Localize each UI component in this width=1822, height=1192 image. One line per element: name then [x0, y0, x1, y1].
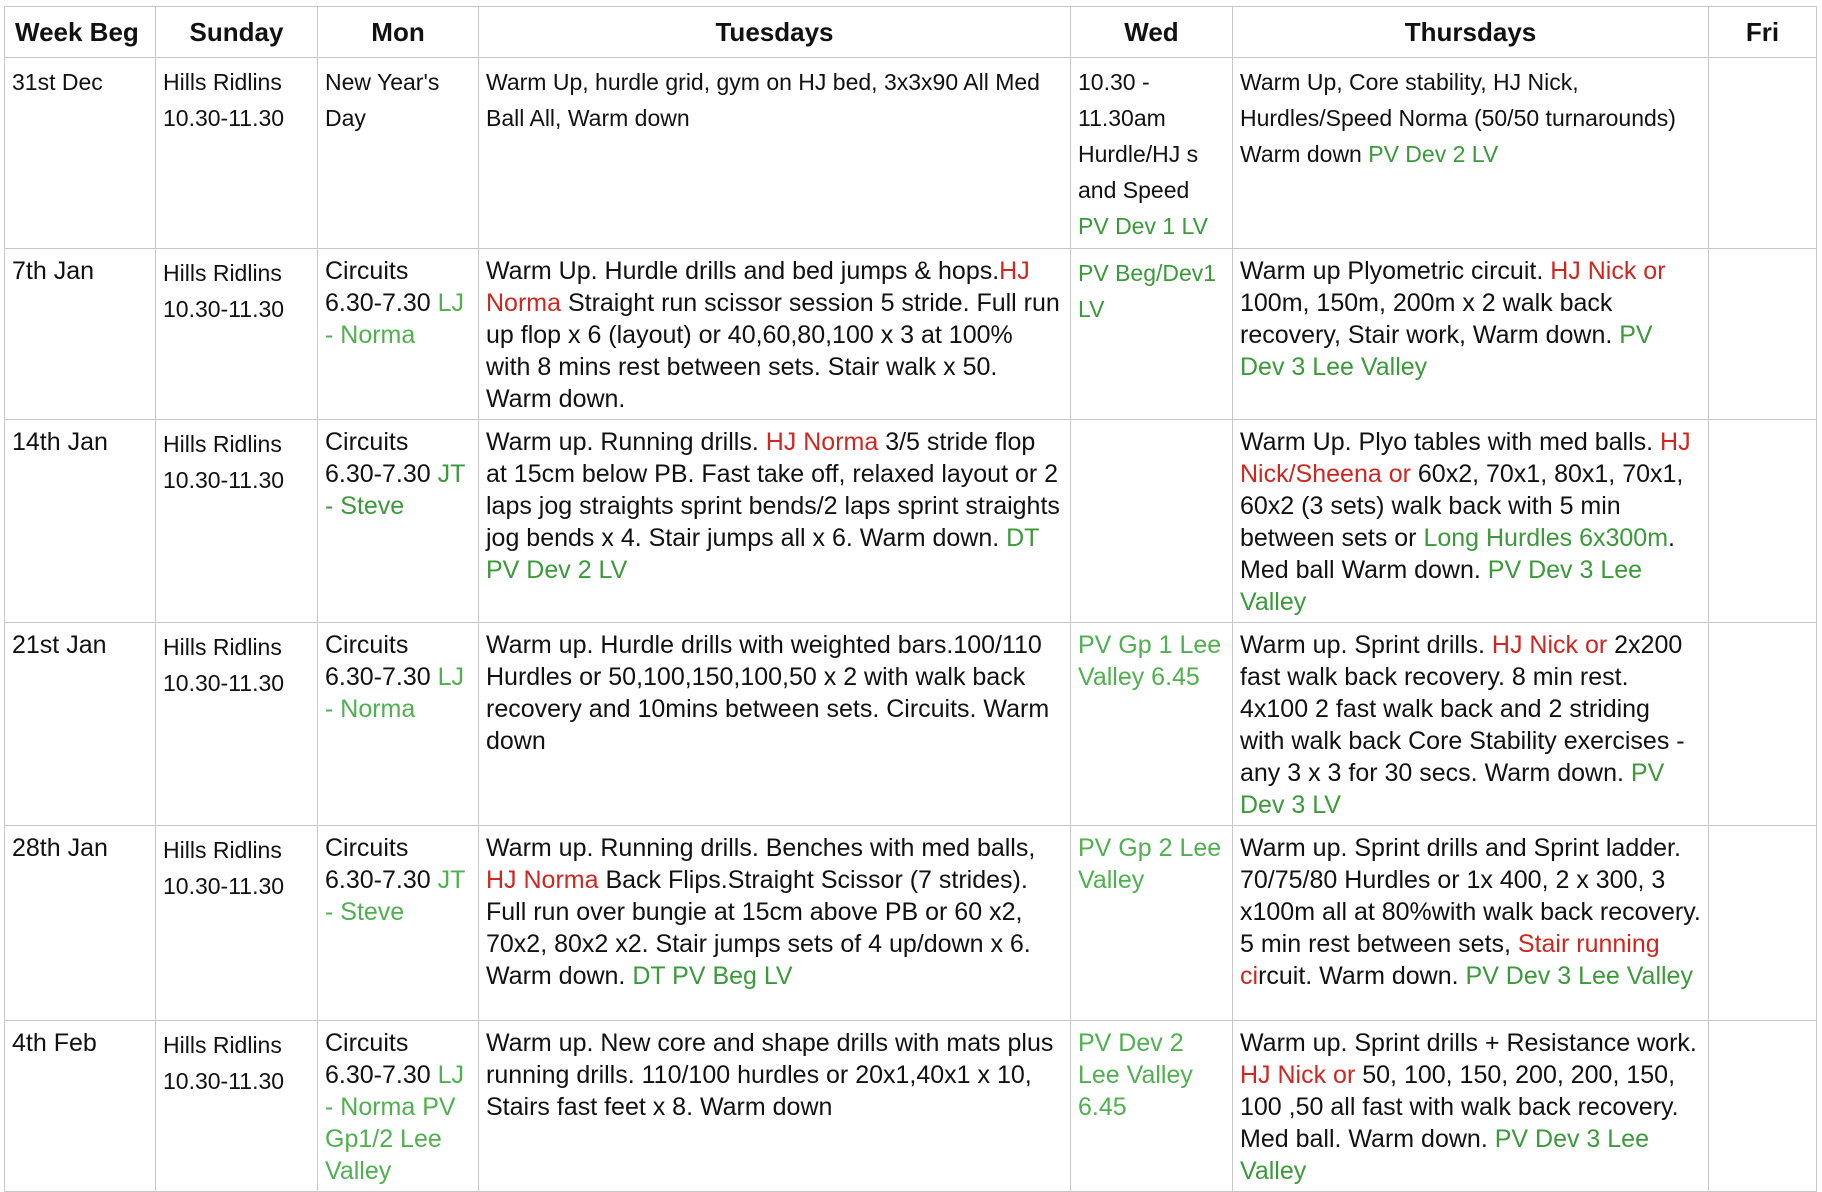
training-schedule-table	[4, 6, 1817, 1192]
wed-cell: PV Gp 2 Lee Valley	[1071, 826, 1233, 1021]
tue-cell: Warm up. Running drills. HJ Norma 3/5 stride flop at 15cm below PB. Fast take off, relaxed layout or 2 laps jog straights sprint bends/2 laps sprint straights jog bends x 4. Stair jumps all x 6. Warm down. DT PV Dev 2 LV	[479, 420, 1071, 623]
week-label: 31st Dec	[12, 69, 103, 95]
header-week-beg: Week Beg	[5, 7, 156, 58]
tue-cell: Warm up. Hurdle drills with weighted bars.100/110 Hurdles or 50,100,150,100,50 x 2 with walk back recovery and 10mins between sets. Circuits. Warm down	[479, 623, 1071, 826]
week-cell	[5, 58, 156, 249]
fri-cell	[1709, 623, 1817, 826]
wed-cell: PV Beg/Dev1 LV	[1071, 249, 1233, 420]
table-row	[5, 58, 1817, 249]
mon-cell: New Year's Day	[318, 58, 479, 249]
sunday-cell: Hills Ridlins 10.30-11.30	[156, 249, 318, 420]
wed-cell: PV Dev 2 Lee Valley 6.45	[1071, 1021, 1233, 1192]
thu-cell: Warm up. Sprint drills + Resistance work. HJ Nick or 50, 100, 150, 200, 200, 150, 100 ,50 all fast with walk back recovery. Med ball. Warm down. PV Dev 3 Lee Valley	[1233, 1021, 1709, 1192]
week-label: 28th Jan	[12, 834, 108, 862]
week-cell	[5, 420, 156, 623]
tue-cell: Warm Up. Hurdle drills and bed jumps & hops.HJ Norma Straight run scissor session 5 stride. Full run up flop x 6 (layout) or 40,60,80,100 x 3 at 100% with 8 mins rest between sets. Stair walk x 50. Warm down.	[479, 249, 1071, 420]
sunday-cell: Hills Ridlins 10.30-11.30	[156, 623, 318, 826]
wed-cell: PV Gp 1 Lee Valley 6.45	[1071, 623, 1233, 826]
tue-cell: Warm up. New core and shape drills with mats plus running drills. 110/100 hurdles or 20x1,40x1 x 10, Stairs fast feet x 8. Warm down	[479, 1021, 1071, 1192]
week-cell	[5, 826, 156, 1021]
week-label: 21st Jan	[12, 631, 107, 659]
fri-cell	[1709, 1021, 1817, 1192]
week-cell	[5, 1021, 156, 1192]
week-label: 7th Jan	[12, 257, 95, 285]
thu-cell: Warm up. Sprint drills and Sprint ladder. 70/75/80 Hurdles or 1x 400, 2 x 300, 3 x100m all at 80%with walk back recovery. 5 min rest between sets, Stair running circuit. Warm down. PV Dev 3 Lee Valley	[1233, 826, 1709, 1021]
mon-cell: Circuits 6.30-7.30 JT - Steve	[318, 420, 479, 623]
table-row	[5, 420, 1817, 623]
table-row	[5, 826, 1817, 1021]
tue-cell: Warm up. Running drills. Benches with med balls, HJ Norma Back Flips.Straight Scissor (7 strides). Full run over bungie at 15cm above PB or 60 x2, 70x2, 80x2 x2. Stair jumps sets of 4 up/down x 6. Warm down. DT PV Beg LV	[479, 826, 1071, 1021]
header-sunday: Sunday	[156, 7, 318, 58]
tue-cell: Warm Up, hurdle grid, gym on HJ bed, 3x3x90 All Med Ball All, Warm down	[479, 58, 1071, 249]
table-row	[5, 623, 1817, 826]
table-row	[5, 1021, 1817, 1192]
week-cell	[5, 623, 156, 826]
thu-cell: Warm Up, Core stability, HJ Nick, Hurdles/Speed Norma (50/50 turnarounds) Warm down PV Dev 2 LV	[1233, 58, 1709, 249]
fri-cell	[1709, 249, 1817, 420]
header-tuesdays: Tuesdays	[479, 7, 1071, 58]
mon-cell: Circuits 6.30-7.30 LJ - Norma	[318, 623, 479, 826]
header-mon: Mon	[318, 7, 479, 58]
sunday-cell: Hills Ridlins 10.30-11.30	[156, 826, 318, 1021]
mon-cell: Circuits 6.30-7.30 JT - Steve	[318, 826, 479, 1021]
mon-cell: Circuits 6.30-7.30 LJ - Norma PV Gp1/2 Lee Valley	[318, 1021, 479, 1192]
table-row	[5, 249, 1817, 420]
fri-cell	[1709, 420, 1817, 623]
wed-cell	[1071, 420, 1233, 623]
week-label: 14th Jan	[12, 428, 108, 456]
header-row	[5, 7, 1817, 58]
header-thursdays: Thursdays	[1233, 7, 1709, 58]
thu-cell: Warm Up. Plyo tables with med balls. HJ Nick/Sheena or 60x2, 70x1, 80x1, 70x1, 60x2 (3 sets) walk back with 5 min between sets or Long Hurdles 6x300m. Med ball Warm down. PV Dev 3 Lee Valley	[1233, 420, 1709, 623]
fri-cell	[1709, 58, 1817, 249]
mon-cell: Circuits 6.30-7.30 LJ - Norma	[318, 249, 479, 420]
wed-cell: 10.30 - 11.30am Hurdle/HJ s and Speed PV Dev 1 LV	[1071, 58, 1233, 249]
sunday-cell: Hills Ridlins 10.30-11.30	[156, 420, 318, 623]
thu-cell: Warm up Plyometric circuit. HJ Nick or 100m, 150m, 200m x 2 walk back recovery, Stair work, Warm down. PV Dev 3 Lee Valley	[1233, 249, 1709, 420]
week-cell	[5, 249, 156, 420]
sunday-cell: Hills Ridlins 10.30-11.30	[156, 58, 318, 249]
thu-cell: Warm up. Sprint drills. HJ Nick or 2x200 fast walk back recovery. 8 min rest. 4x100 2 fast walk back and 2 striding with walk back Core Stability exercises - any 3 x 3 for 30 secs. Warm down. PV Dev 3 LV	[1233, 623, 1709, 826]
sunday-cell: Hills Ridlins 10.30-11.30	[156, 1021, 318, 1192]
header-wed: Wed	[1071, 7, 1233, 58]
week-label: 4th Feb	[12, 1029, 97, 1057]
fri-cell	[1709, 826, 1817, 1021]
header-fri: Fri	[1709, 7, 1817, 58]
